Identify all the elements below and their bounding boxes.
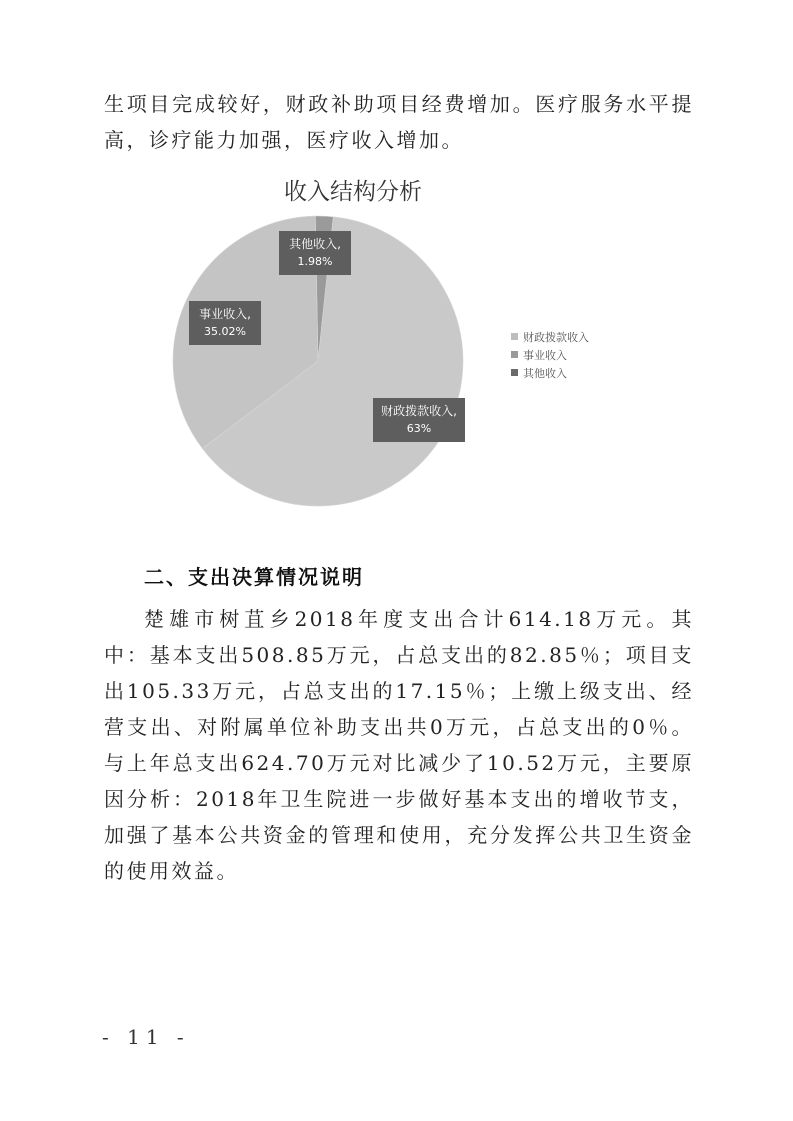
legend-swatch: [511, 351, 518, 358]
data-label-text: 事业收入,: [199, 307, 251, 321]
data-label-fiscal-allocation: [373, 398, 465, 442]
legend-label: 事业收入: [523, 349, 567, 362]
data-label-text: 其他收入,: [289, 237, 341, 251]
paragraph-expenditure: 楚雄市树苴乡2018年度支出合计614.18万元。其中：基本支出508.85万元，占总支出的82.85％；项目支出105.33万元，占总支出的17.15％；上缴上级支出、经营支出、对附属单位补助支出共0万元，占总支出的0％。与上年总支出624.70万元对比减少了10.52万元，主要原因分析：2018年卫生院进一步做好基本支出的增收节支，加强了基本公共资金的管理和使用，充分发挥公共卫生资金的使用效益。: [104, 607, 694, 883]
chart-title: 收入结构分析: [284, 179, 422, 205]
data-label-text: 35.02%: [204, 325, 246, 338]
legend-item-business-income: [511, 348, 567, 362]
chart-legend: [511, 330, 589, 380]
page-number: - 11 -: [102, 1025, 190, 1049]
legend-item-other-income: [511, 366, 567, 380]
legend-label: 财政拨款收入: [523, 331, 589, 344]
income-structure-chart: [133, 163, 613, 523]
legend-label: 其他收入: [523, 367, 567, 380]
data-label-text: 63%: [406, 422, 432, 435]
data-label-text: 1.98%: [297, 255, 333, 268]
legend-item-fiscal-allocation: [511, 330, 589, 344]
data-label-business-income: [189, 301, 261, 345]
legend-swatch: [511, 333, 518, 340]
legend-swatch: [511, 369, 518, 376]
section-heading: 二、支出决算情况说明: [144, 565, 364, 589]
paragraph-intro: 生项目完成较好，财政补助项目经费增加。医疗服务水平提高，诊疗能力加强，医疗收入增加。: [104, 92, 694, 152]
data-label-text: 财政拨款收入,: [381, 404, 457, 418]
data-label-other-income: [279, 231, 351, 275]
